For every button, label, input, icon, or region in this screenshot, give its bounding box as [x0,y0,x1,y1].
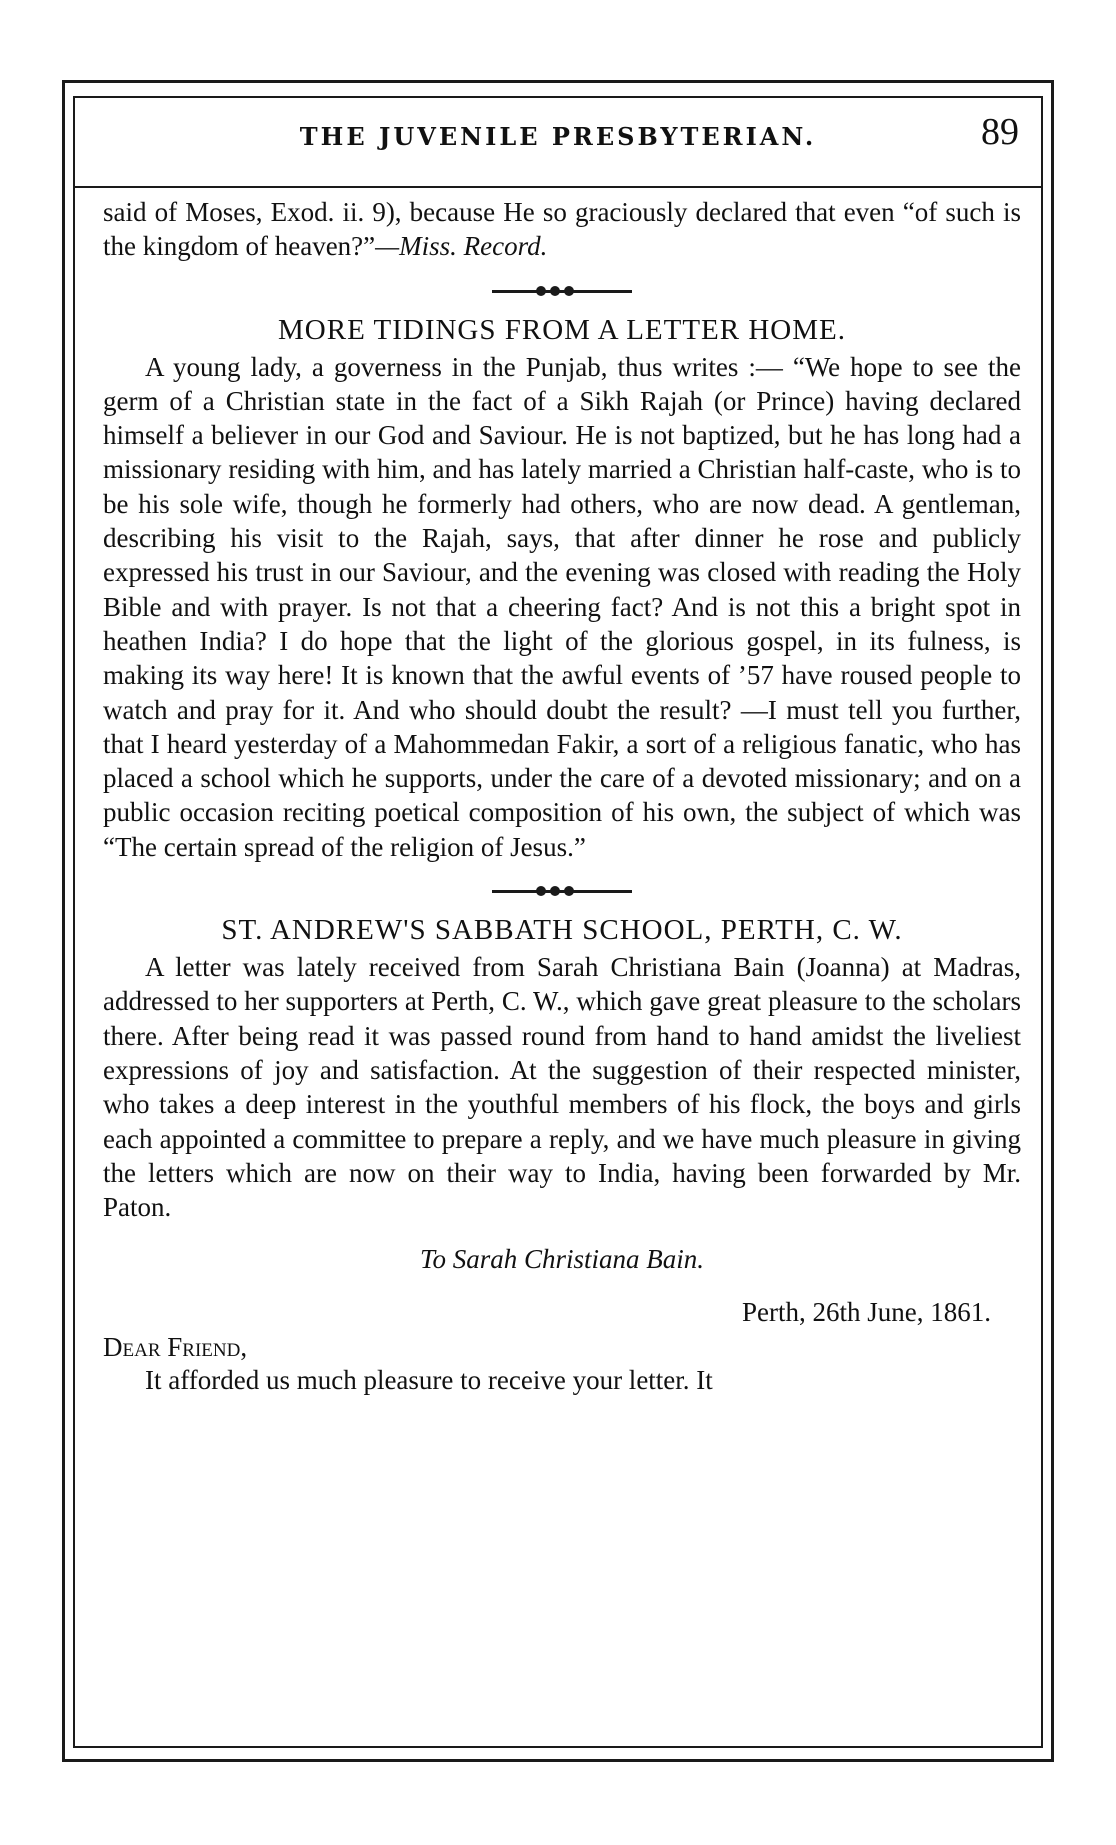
page-number: 89 [981,111,1019,153]
letter-salutation: Dear Friend, [103,1332,248,1363]
article-heading-sabbath-school: ST. ANDREW'S SABBATH SCHOOL, PERTH, C. W. [221,914,903,947]
article-body-tidings: A young lady, a governess in the Punjab, thus writes :— “We hope to see the germ of a Christian state in the fact of a Sikh Rajah (or Prince) having declared himself a believer in our God and Saviour. He is not baptized, but he has long had a missionary residing with him, and has lately married a Christian half-caste, who is to be his sole wife, though he formerly had others, who are now dead. A gentleman, describing his visit to the Rajah, says, that after dinner he rose and publicly expressed his trust in our Saviour, and the evening was closed with reading the Holy Bible and with prayer. Is not that a cheering fact? And is not this a bright spot in heathen India? I do hope that the light of the glorious gospel, in its fulness, is making its way here! It is known that the awful events of ’57 have roused people to watch and pray for it. And who should doubt the result? —I must tell you further, that I heard yesterday of a Mahommedan Fakir, a sort of a religious fanatic, who has placed a school which he supports, under the care of a devoted missionary; and on a public occasion reciting poetical composition of his own, the subject of which was “The certain spread of the religion of Jesus.” [103,351,1021,862]
letter-dateline: Perth, 26th June, 1861. [742,1297,991,1328]
page-content [103,195,1021,1398]
continuation-source: —Miss. Record. [375,231,548,262]
section-divider-ornament [492,884,632,898]
running-header [75,100,1041,188]
article-body-sabbath-school: A letter was lately received from Sarah Christiana Bain (Joanna) at Madras, addressed to her supporters at Perth, C. W., which gave great pleasure to the scholars there. After being read it was passed round from hand to hand amidst the liveliest expressions of joy and satisfaction. At the suggestion of their respected minister, who takes a deep interest in the youthful members of his flock, the boys and girls each appointed a committee to prepare a reply, and we have much pleasure in giving the letters which are now on their way to India, having been forwarded by Mr. Paton. [103,952,1021,1223]
letter-opening-line: It afforded us much pleasure to receive your letter. It [145,1365,713,1396]
letter-addressee: To Sarah Christiana Bain. [419,1244,705,1275]
article-heading-tidings: MORE TIDINGS FROM A LETTER HOME. [278,313,846,346]
continuation-text: said of Moses, Exod. ii. 9), because He so graciously declared that even “of such is the kingdom of heaven?” [103,197,1021,262]
section-divider-ornament [492,284,632,298]
continuation-paragraph [103,195,1021,264]
journal-title: THE JUVENILE PRESBYTERIAN. [299,122,817,151]
